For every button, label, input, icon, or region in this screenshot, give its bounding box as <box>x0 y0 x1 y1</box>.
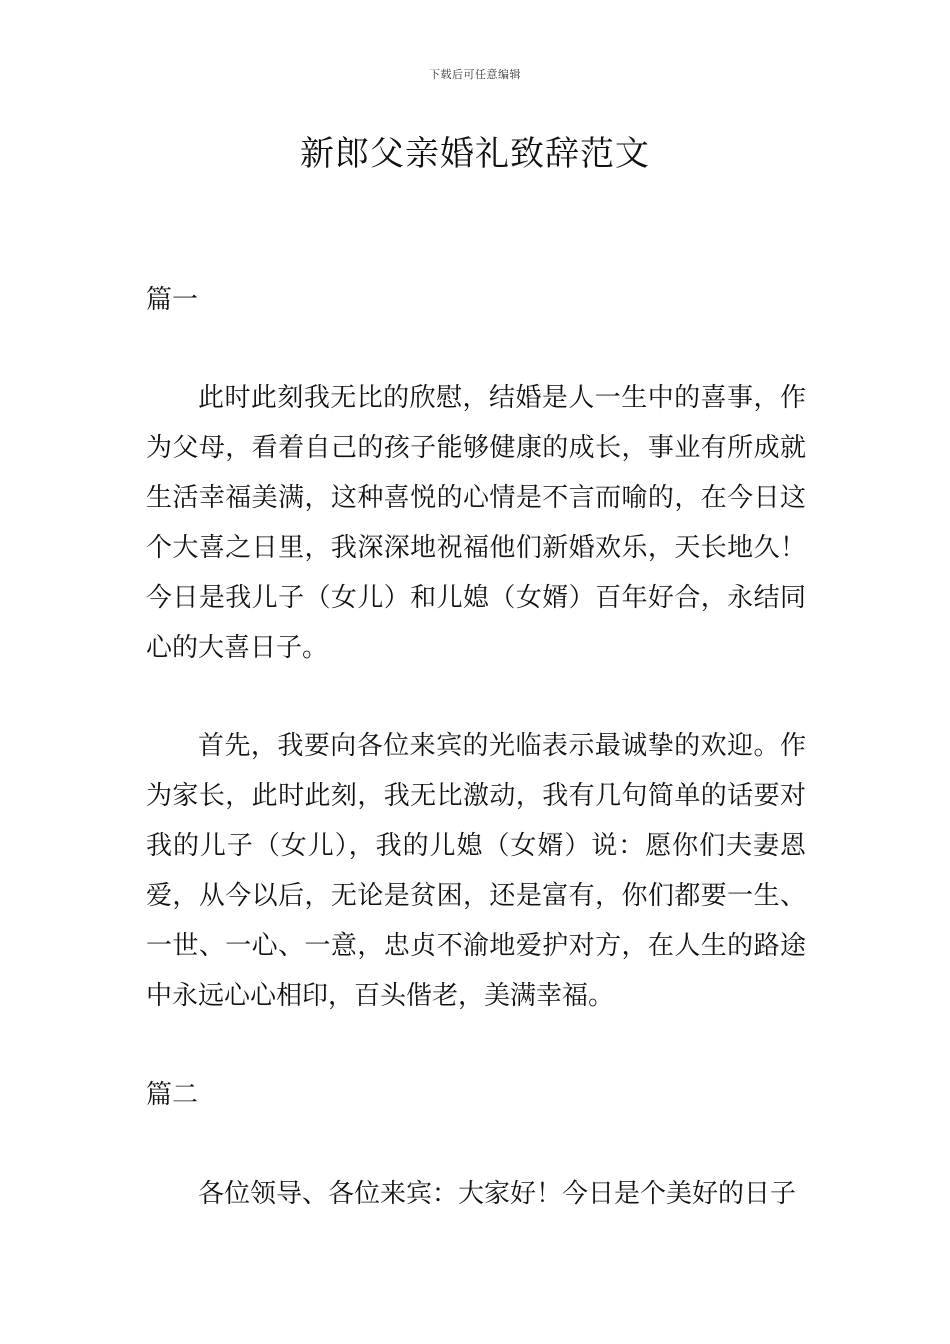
section-heading-2: 篇二 <box>146 1080 199 1110</box>
document-title: 新郎父亲婚礼致辞范文 <box>300 134 650 174</box>
paragraph-1: 此时此刻我无比的欣慰，结婚是人一生中的喜事，作为父母，看着自己的孩子能够健康的成长，事业有所成就生活幸福美满，这种喜悦的心情是不言而喻的，在今日这个大喜之日里，我深深地祝福他们新婚欢乐，天长地久！今日是我儿子（女儿）和儿媳（女婿）百年好合，永结同心的大喜日子。 <box>146 383 806 663</box>
paragraph-2: 首先，我要向各位来宾的光临表示最诚挚的欢迎。作为家长，此时此刻，我无比激动，我有几句简单的话要对我的儿子（女儿），我的儿媳（女婿）说：愿你们夫妻恩爱，从今以后，无论是贫困，还是富有，你们都要一生、一世、一心、一意，忠贞不渝地爱护对方，在人生的路途中永远心心相印，百头偕老，美满幸福。 <box>146 731 806 1011</box>
section-heading-1: 篇一 <box>146 285 199 315</box>
header-note: 下载后可任意编辑 <box>429 68 521 81</box>
paragraph-3: 各位领导、各位来宾：大家好！今日是个美好的日子 <box>198 1179 797 1209</box>
